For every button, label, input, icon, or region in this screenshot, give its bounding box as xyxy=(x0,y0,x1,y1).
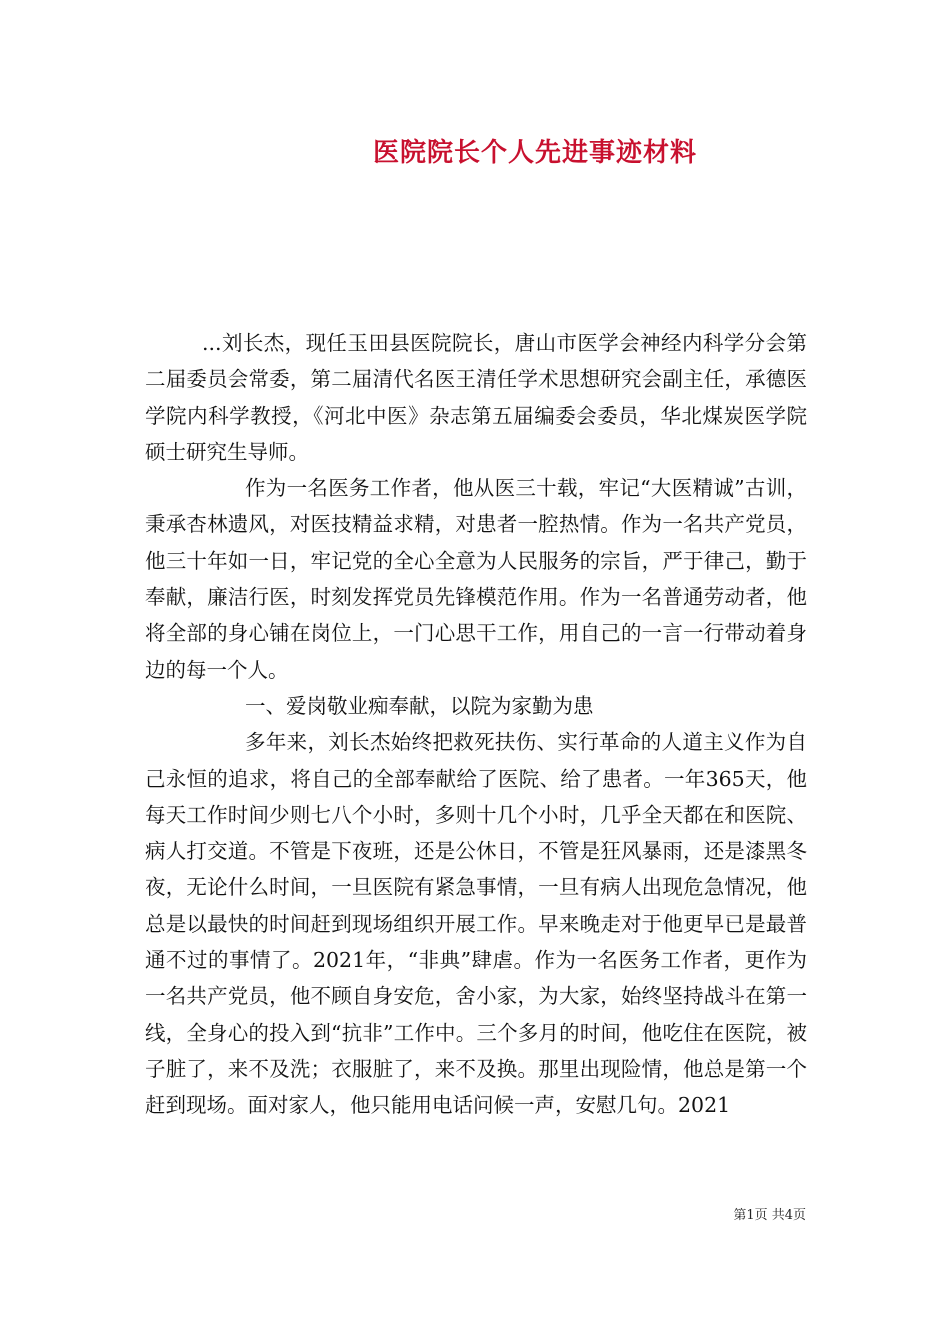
document-title: 医院院长个人先进事迹材料 xyxy=(372,138,697,168)
page-number-footer: 第1页 共4页 xyxy=(733,1208,806,1223)
section-heading: 一、爱岗敬业痴奉献，以院为家勤为患 xyxy=(245,693,594,718)
document-body xyxy=(145,325,807,1124)
paragraph-intro: ...刘长杰，现任玉田县医院院长，唐山市医学会神经内科学分会第二届委员会常委，第二届清代名医王清任学术思想研究会副主任，承德医学院内科学教授，《河北中医》杂志第五届编委会委员，华北煤炭医学院硕士研究生导师。 xyxy=(145,331,807,464)
paragraph-profile: 作为一名医务工作者，他从医三十载，牢记“大医精诚”古训，秉承杏林遗风，对医技精益求精，对患者一腔热情。作为一名共产党员，他三十年如一日，牢记党的全心全意为人民服务的宗旨，严于律己，勤于奉献，廉洁行医，时刻发挥党员先锋模范作用。作为一名普通劳动者，他将全部的身心铺在岗位上，一门心思干工作，用自己的一言一行带动着身边的每一个人。 xyxy=(145,476,807,682)
paragraph-dedication: 多年来，刘长杰始终把救死扶伤、实行革命的人道主义作为自己永恒的追求，将自己的全部奉献给了医院、给了患者。一年365天，他每天工作时间少则七八个小时，多则十几个小时，几乎全天都在和医院、病人打交道。不管是下夜班，还是公休日，不管是狂风暴雨，还是漆黑冬夜，无论什么时间，一旦医院有紧急事情，一旦有病人出现危急情况，他总是以最快的时间赶到现场组织开展工作。早来晚走对于他更早已是最普通不过的事情了。2021年，“非典”肆虐。作为一名医务工作者，更作为一名共产党员，他不顾自身安危，舍小家，为大家，始终坚持战斗在第一线，全身心的投入到“抗非”工作中。三个多月的时间，他吃住在医院，被子脏了，来不及洗；衣服脏了，来不及换。那里出现险情，他总是第一个赶到现场。面对家人，他只能用电话问候一声，安慰几句。2021 xyxy=(145,730,807,1118)
